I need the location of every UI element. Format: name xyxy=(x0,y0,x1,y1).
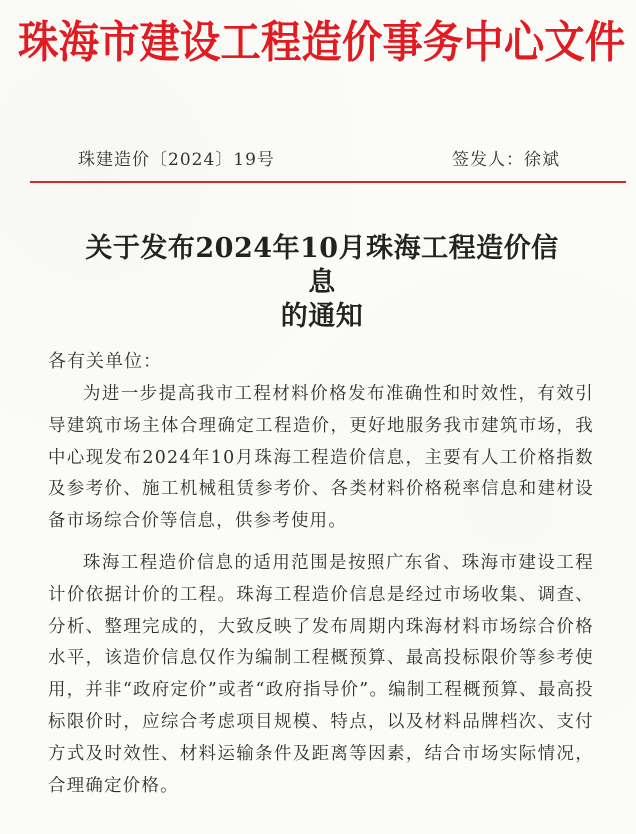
document-number: 珠建造价〔2024〕19号 xyxy=(78,150,275,170)
header-divider xyxy=(30,181,626,183)
salutation: 各有关单位： xyxy=(48,351,162,372)
notice-title: 关于发布2024年10月珠海工程造价信息 的通知 xyxy=(85,233,559,332)
signer-line: 签发人：徐斌 xyxy=(452,150,560,170)
issuer-header-title: 珠海市建设工程造价事务中心文件 xyxy=(18,17,626,68)
body-paragraph: 为进一步提高我市工程材料价格发布准确性和时效性，有效引导建筑市场主体合理确定工程造价，更好地服务我市建筑市场，我中心现发布2024年10月珠海工程造价信息，主要有人工价格指数及参考价、施工机械租赁参考价、各类材料价格税率信息和建材设备市场综合价等信息，供参考使用。 xyxy=(48,384,594,532)
body-paragraph: 珠海工程造价信息的适用范围是按照广东省、珠海市建设工程计价依据计价的工程。珠海工程造价信息是经过市场收集、调查、分析、整理完成的，大致反映了发布周期内珠海材料市场综合价格水平，该造价信息仅作为编制工程概预算、最高投标限价等参考使用，并非“政府定价”或者“政府指导价”。编制工程概预算、最高投标限价时，应综合考虑项目规模、特点，以及材料品牌档次、支付方式及时效性、材料运输条件及距离等因素，结合市场实际情况，合理确定价格。 xyxy=(48,553,594,796)
